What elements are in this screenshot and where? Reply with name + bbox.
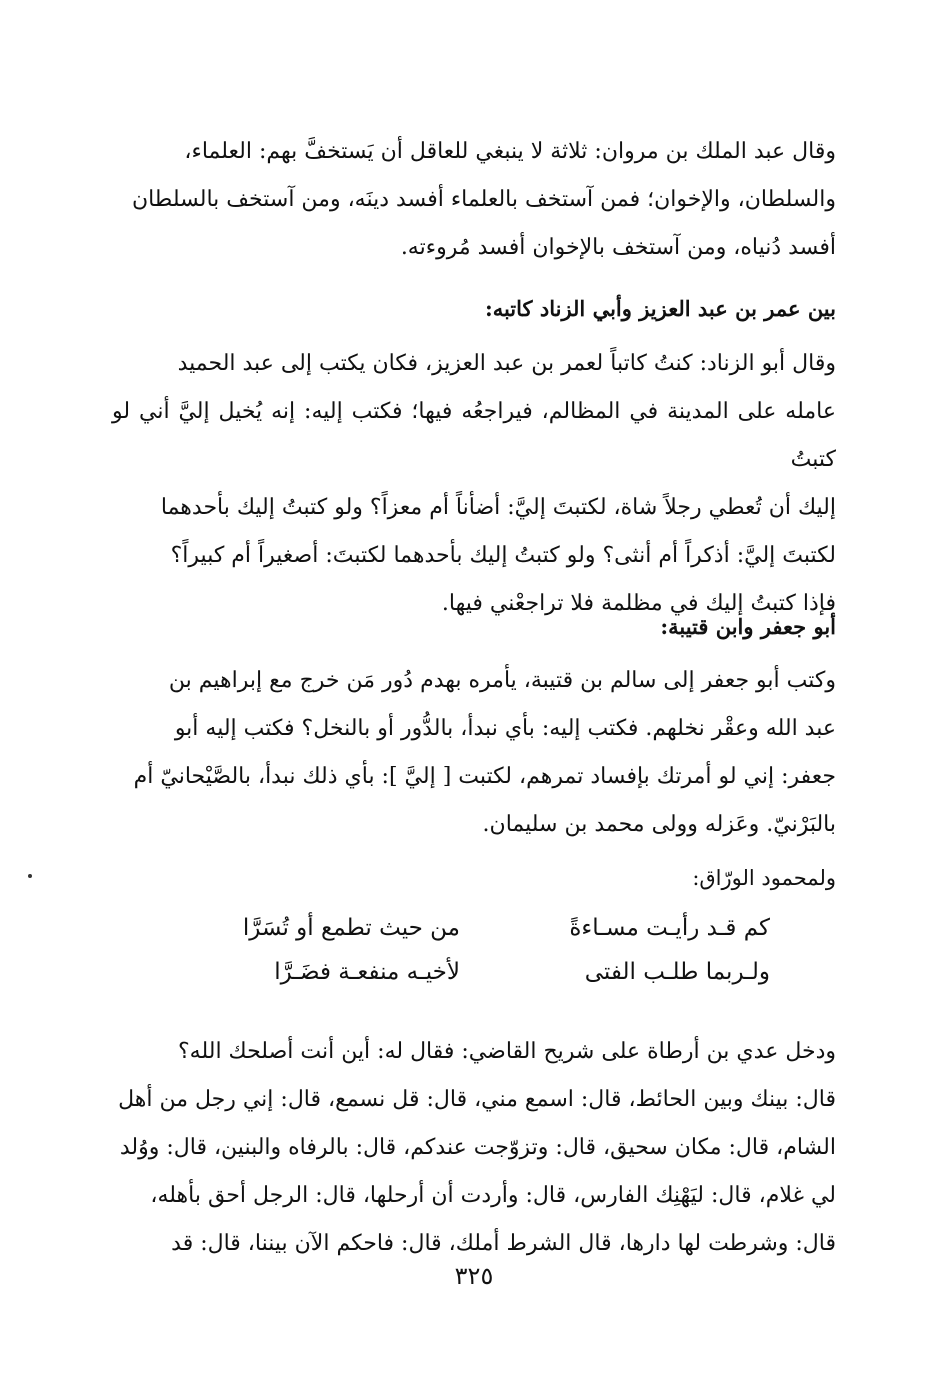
section-heading: بين عمر بن عبد العزيز وأبي الزناد كاتبه: — [484, 296, 836, 321]
paragraph-line: فإذا كتبتُ إليك في مظلمة فلا تراجعْني فيها. — [441, 591, 836, 616]
paragraph-line: أفسد دُنياه، ومن آستخف بالإخوان أفسد مُروءته. — [400, 235, 836, 260]
paragraph-line: لي غلام، قال: ليَهْنِك الفارس، قال: وأردت أن أرحلها، قال: الرجل أحق بأهله، — [150, 1183, 836, 1208]
paragraph-line: عامله على المدينة في المظالم، فيراجعُه فيها؛ فكتب إليه: إنه يُخيل إليَّ أني لو كتبتُ — [112, 399, 836, 472]
verse-line — [190, 906, 770, 950]
paragraph-abu-jafar — [112, 657, 836, 849]
paragraph-line: الشام، قال: مكان سحيق، قال: وتزوّجت عندكم، قال: بالرفاه والبنين، قال: ووُلد — [119, 1135, 836, 1160]
poet-label — [112, 866, 836, 890]
verse-block — [190, 906, 770, 994]
paragraph-adi — [112, 1028, 836, 1268]
paragraph-line: جعفر: إني لو أمرتك بإفساد تمرهم، لكتبت [ إليَّ ]: بأي ذلك نبدأ، بالصَّيْحانيّ أم — [133, 764, 836, 789]
page-number: ٣٢٥ — [454, 1262, 494, 1290]
paragraph-line: ودخل عدي بن أرطاة على شريح القاضي: فقال له: أين أنت أصلحك الله؟ — [177, 1039, 836, 1064]
section-heading: أبو جعفر وابن قتيبة: — [660, 614, 836, 639]
verse-hemistich-first: ولـربما طلـب الفتى — [584, 959, 770, 985]
verse-line — [190, 950, 770, 994]
verse-hemistich-first: كم قـد رأيـت مسـاءةً — [569, 915, 770, 941]
paragraph-line: قال: وشرطت لها دارها، قال الشرط أملك، قال: فاحكم الآن بيننا، قال: قد — [171, 1231, 836, 1256]
paragraph-abdulmalik — [112, 128, 836, 272]
section-heading-abu-jafar — [112, 614, 836, 639]
paragraph-line: وقال أبو الزناد: كنتُ كاتباً لعمر بن عبد العزيز، فكان يكتب إلى عبد الحميد — [177, 351, 836, 376]
paragraph-abu-zinad — [112, 340, 836, 628]
paragraph-line: بالبَرْنيّ. وعَزله وولى محمد بن سليمان. — [482, 812, 836, 837]
poet-attribution: ولمحمود الورّاق: — [692, 866, 836, 890]
paragraph-line: وقال عبد الملك بن مروان: ثلاثة لا ينبغي للعاقل أن يَستخفَّ بهم: العلماء، — [184, 139, 836, 164]
section-heading-umar — [112, 296, 836, 321]
paragraph-line: إليك أن تُعطي رجلاً شاة، لكتبتَ إليَّ: أضأناً أم معزاً؟ ولو كتبتُ إليك بأحدهما — [160, 495, 836, 520]
paragraph-line: عبد الله وعقْر نخلهم. فكتب إليه: بأي نبدأ، بالدُّور أو بالنخل؟ فكتب إليه أبو — [174, 716, 836, 741]
paragraph-line: والسلطان، والإخوان؛ فمن آستخف بالعلماء أفسد دينَه، ومن آستخف بالسلطان — [131, 187, 836, 212]
paragraph-line: وكتب أبو جعفر إلى سالم بن قتيبة، يأمره بهدم دُور مَن خرج مع إبراهيم بن — [168, 668, 836, 693]
verse-hemistich-second: من حيث تطمع أو تُسَرَّا — [242, 915, 460, 941]
paragraph-line: قال: بينك وبين الحائط، قال: اسمع مني، قال: قل نسمع، قال: إني رجل من أهل — [118, 1087, 836, 1112]
verse-hemistich-second: لأخيـه منفعـة فضَـرَّا — [274, 959, 460, 985]
scan-speck — [28, 874, 32, 878]
paragraph-line: لكتبتَ إليَّ: أذكراً أم أنثى؟ ولو كتبتُ إليك بأحدهما لكتبتَ: أصغيراً أم كبيراً؟ — [170, 543, 836, 568]
